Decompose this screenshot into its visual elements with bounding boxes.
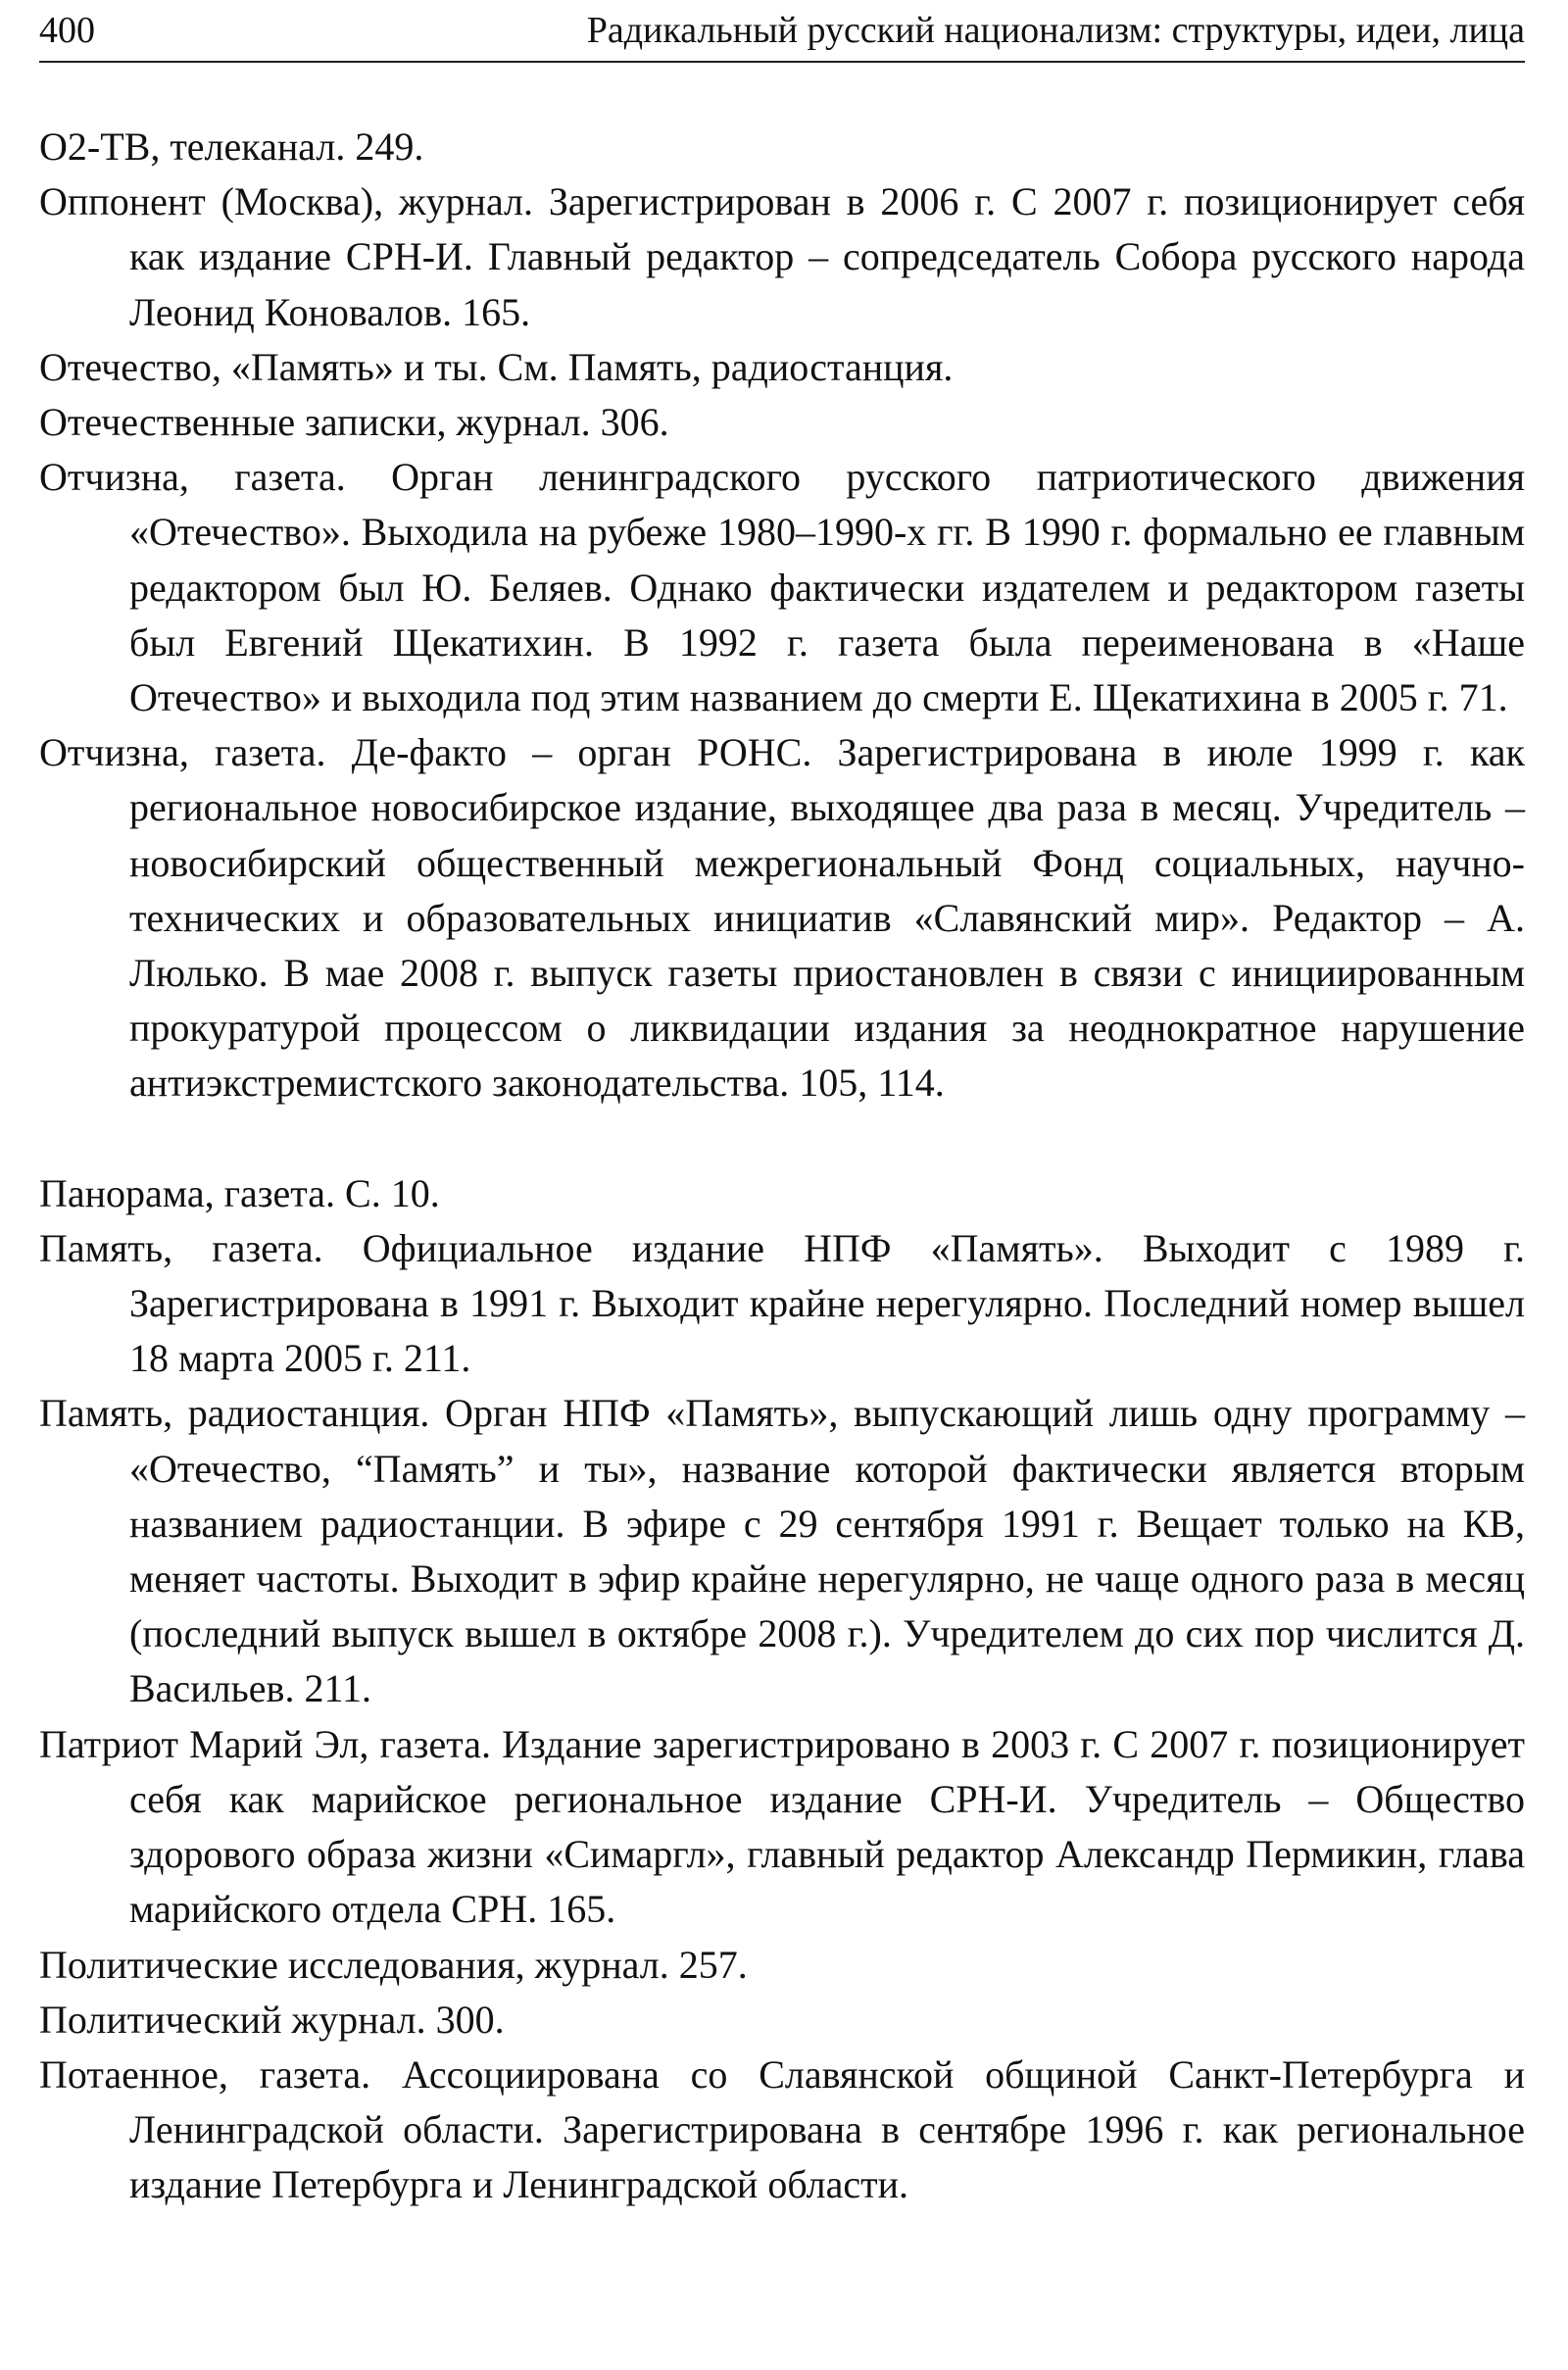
running-header (39, 0, 1525, 63)
index-entry: Отечество, «Память» и ты. См. Память, радиостанция. (39, 344, 954, 389)
index-entry: Патриот Марий Эл, газета. Издание зарегистрировано в 2003 г. С 2007 г. позиционирует себя как марийское региональное издание СРН-И. Учредитель – Общество здорового образа жизни «Симаргл», главный редактор Александр Пермикин, глава марийского отдела СРН. 165. (39, 1721, 1525, 1932)
index-entry: Политический журнал. 300. (39, 1997, 505, 2042)
index-entry: Отчизна, газета. Орган ленинградского русского патриотического движения «Отечество». Выходила на рубеже 1980–1990-х гг. В 1990 г. формально ее главным редактором был Ю. Беляев. Однако фактически издателем и редактором газеты был Евгений Щекатихин. В 1992 г. газета была переименована в «Наше Отечество» и выходила под этим названием до смерти Е. Щекатихина в 2005 г. 71. (39, 455, 1525, 720)
page-number: 400 (39, 10, 95, 51)
index-entry: Оппонент (Москва), журнал. Зарегистрирован в 2006 г. С 2007 г. позиционирует себя как издание СРН-И. Главный редактор – сопредседатель Собора русского народа Леонид Коновалов. 165. (39, 179, 1525, 334)
index-entry: Потаенное, газета. Ассоциирована со Славянской общиной Санкт-Петербурга и Ленинградской области. Зарегистрирована в сентябре 1996 г. как региональное издание Петербурга и Ленинградской области. (39, 2051, 1525, 2207)
index-entry: Политические исследования, журнал. 257. (39, 1942, 748, 1987)
index-entries (39, 120, 1525, 2213)
index-entry: Память, газета. Официальное издание НПФ «Память». Выходит с 1989 г. Зарегистрирована в 1991 г. Выходит крайне нерегулярно. Последний номер вышел 18 марта 2005 г. 211. (39, 1225, 1525, 1381)
index-entry: О2-ТВ, телеканал. 249. (39, 124, 424, 169)
index-entry: Отечественные записки, журнал. 306. (39, 400, 669, 445)
running-title: Радикальный русский национализм: структуры, идеи, лица (586, 10, 1525, 51)
index-entry: Память, радиостанция. Орган НПФ «Память», выпускающий лишь одну программу – «Отечество, “Память” и ты», название которой фактически является вторым названием радиостанции. В эфире с 29 сентября 1991 г. Вещает только на КВ, меняет частоты. Выходит в эфир крайне нерегулярно, не чаще одного раза в месяц (последний выпуск вышел в октябре 2008 г.). Учредителем до сих пор числится Д. Васильев. 211. (39, 1391, 1525, 1711)
index-entry: Отчизна, газета. Де-факто – орган РОНС. Зарегистрирована в июле 1999 г. как региональное новосибирское издание, выходящее два раза в месяц. Учредитель – новосибирский общественный межрегиональный Фонд социальных, научно-технических и образовательных инициатив «Славянский мир». Редактор – А. Люлько. В мае 2008 г. выпуск газеты приостановлен в связи с инициированным прокуратурой процессом о ликвидации издания за неоднократное нарушение антиэкстремистского законодательства. 105, 114. (39, 730, 1525, 1106)
book-page (39, 0, 1525, 2213)
letter-group-divider (39, 1111, 1525, 1166)
index-entry: Панорама, газета. С. 10. (39, 1170, 440, 1215)
